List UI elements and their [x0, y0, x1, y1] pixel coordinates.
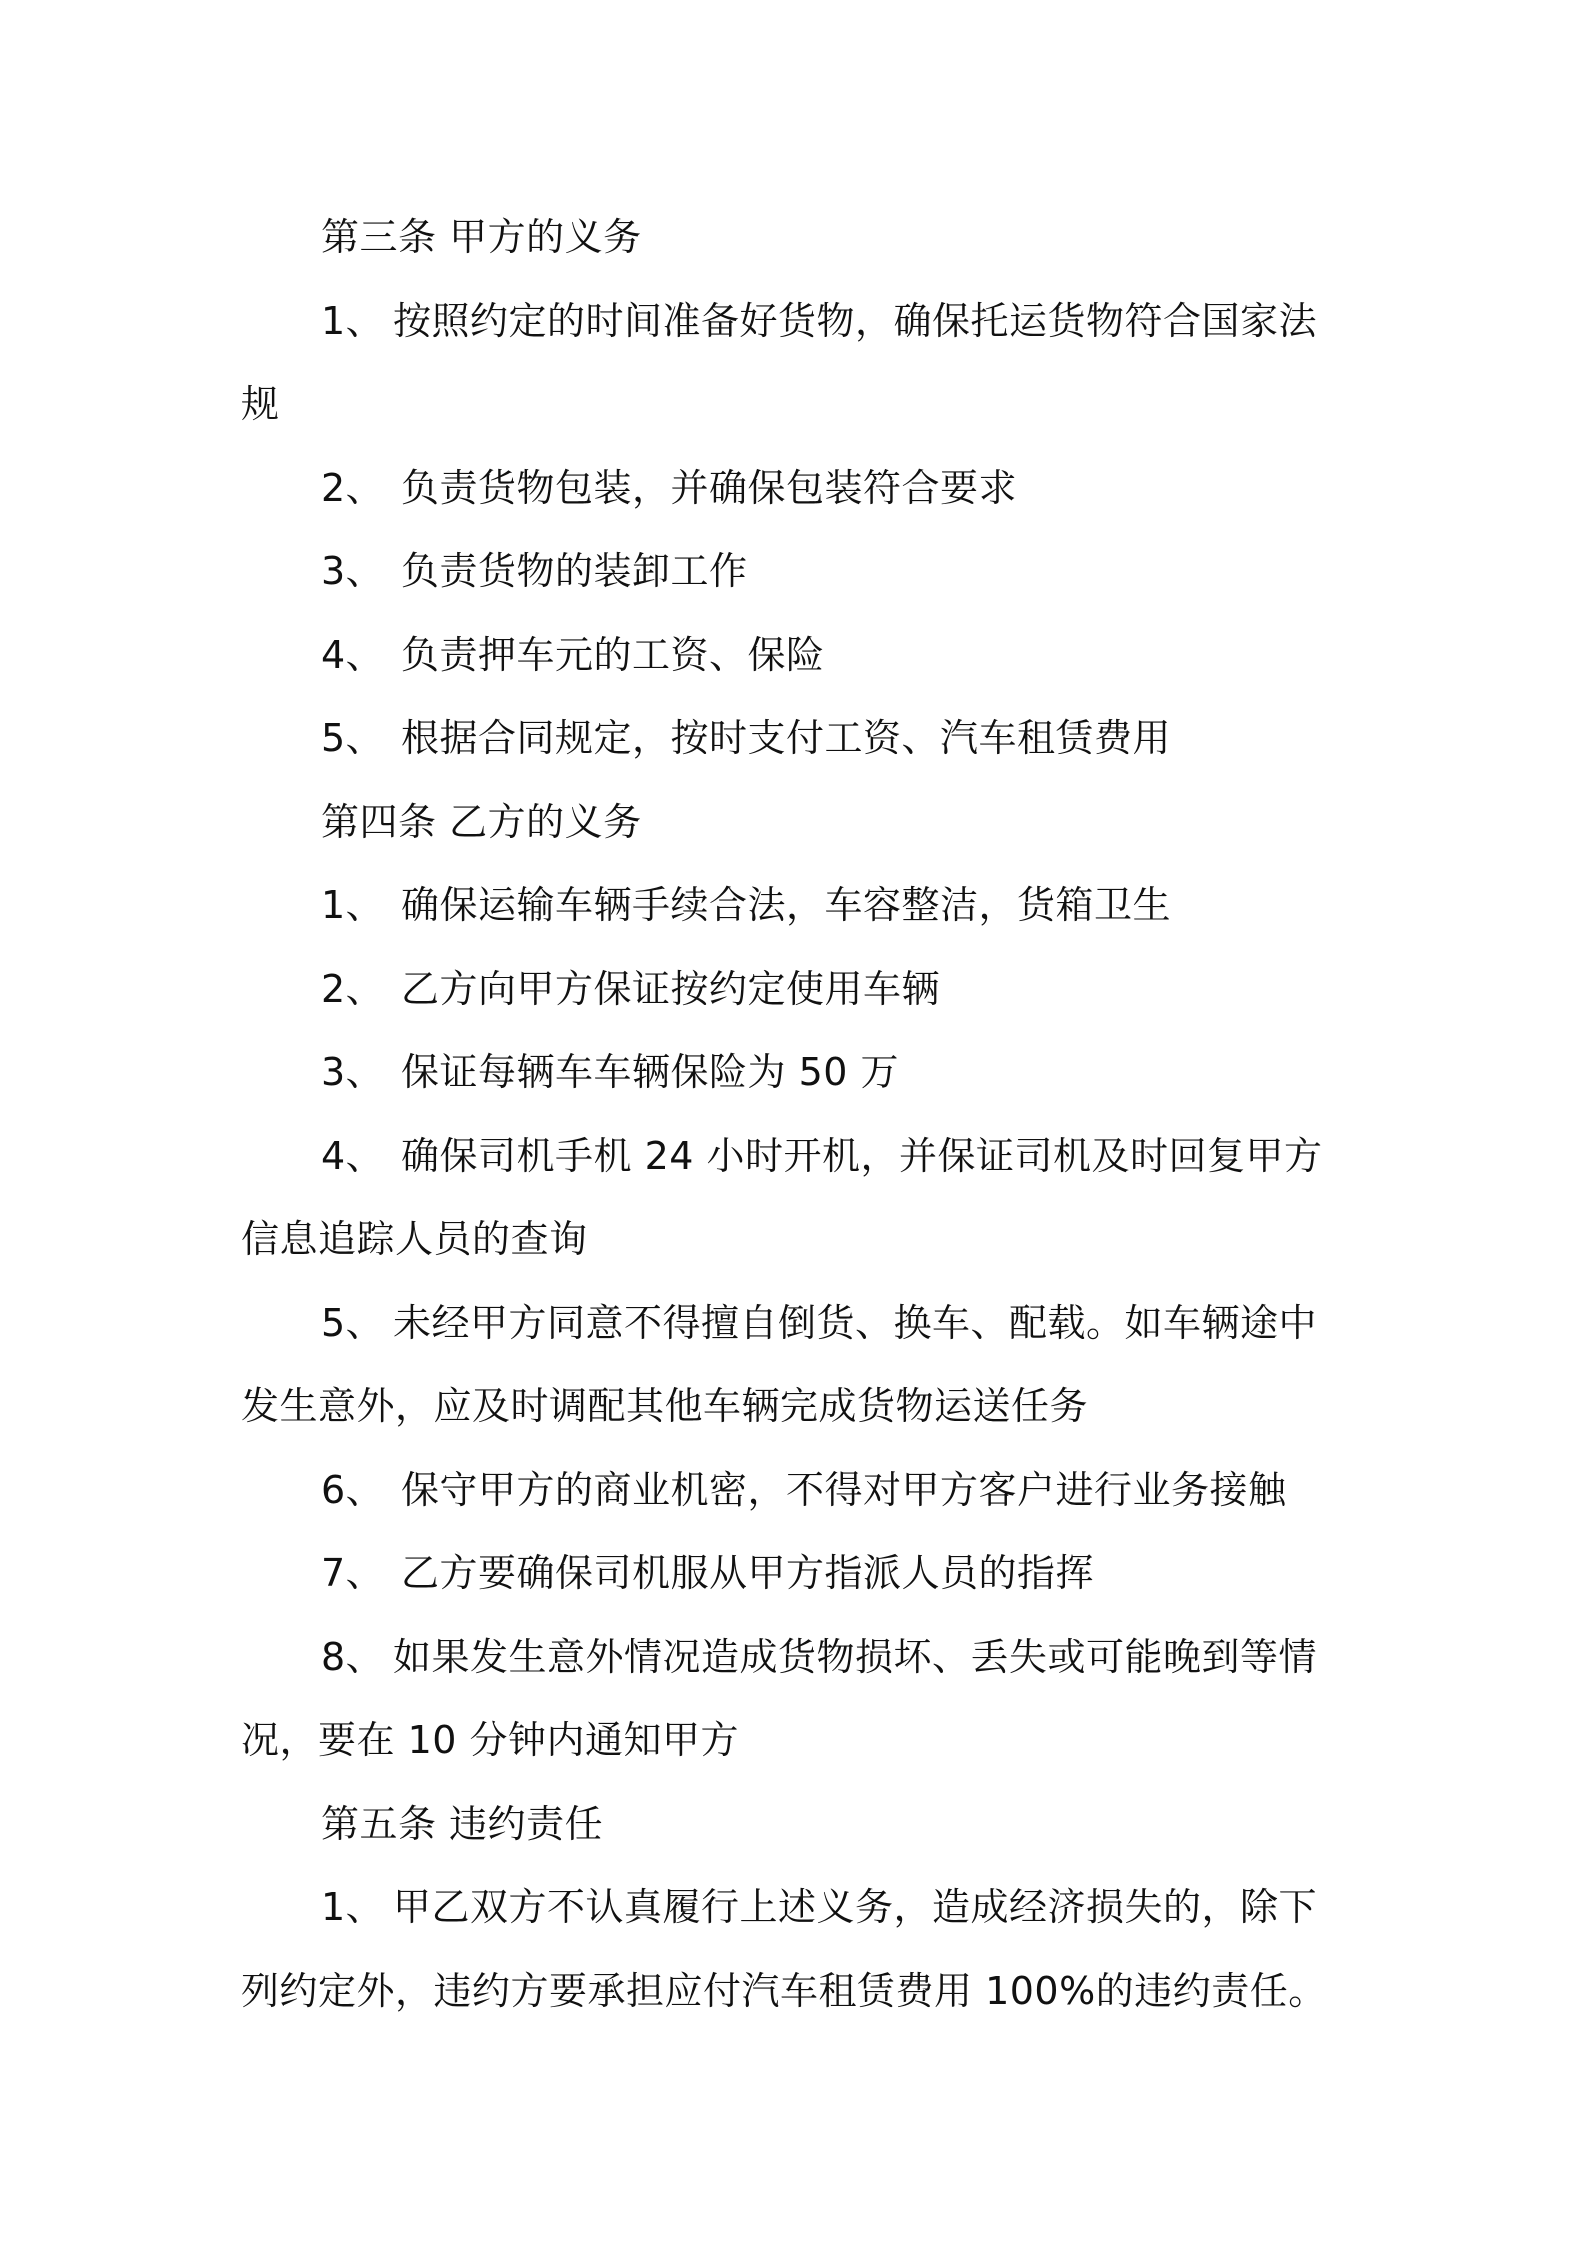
item-number: 6、	[321, 1467, 385, 1512]
article-3-item-3	[241, 530, 1371, 614]
article-4-item-4-continuation: 信息追踪人员的查询	[241, 1217, 588, 1261]
item-text: 乙方向甲方保证按约定使用车辆	[401, 966, 941, 1011]
item-number: 5、	[321, 1300, 385, 1345]
item-text: 确保司机手机 24 小时开机，并保证司机及时回复甲方	[401, 1133, 1323, 1178]
item-number: 5、	[321, 716, 385, 760]
article-3-item-5	[241, 697, 1371, 781]
document-body	[241, 196, 1371, 2033]
item-text: 负责货物包装，并确保包装符合要求	[401, 465, 1018, 510]
item-text: 乙方要确保司机服从甲方指派人员的指挥	[401, 1551, 1095, 1595]
article-3-item-4	[241, 614, 1371, 698]
item-number: 8、	[321, 1634, 385, 1679]
item-number: 7、	[321, 1551, 385, 1595]
item-number: 3、	[321, 549, 385, 593]
article-3-item-1	[241, 280, 1371, 364]
article-5-item-1-continuation: 列约定外，违约方要承担应付汽车租赁费用 100%的违约责任。	[241, 1968, 1327, 2013]
article-4-item-3	[241, 1031, 1371, 1115]
article-4-item-8	[241, 1616, 1371, 1700]
item-number: 2、	[321, 966, 385, 1011]
article-5-item-1	[241, 1866, 1371, 1950]
item-text: 根据合同规定，按时支付工资、汽车租赁费用	[401, 716, 1172, 760]
item-text: 按照约定的时间准备好货物，确保托运货物符合国家法	[393, 298, 1318, 343]
article-4-item-6	[241, 1449, 1371, 1533]
article-4-item-1	[241, 864, 1371, 948]
article-3-item-2	[241, 447, 1371, 531]
item-text: 确保运输车辆手续合法，车容整洁，货箱卫生	[401, 883, 1172, 927]
item-text: 保证每辆车车辆保险为 50 万	[401, 1050, 900, 1094]
item-number: 3、	[321, 1050, 385, 1094]
item-text: 负责押车元的工资、保险	[401, 632, 825, 677]
item-text: 保守甲方的商业机密，不得对甲方客户进行业务接触	[401, 1467, 1287, 1512]
article-5-heading: 第五条 违约责任	[321, 1801, 604, 1846]
article-3-heading: 第三条 甲方的义务	[321, 215, 642, 259]
item-number: 1、	[321, 883, 385, 927]
article-3-item-1-continuation: 规	[241, 382, 280, 426]
item-number: 4、	[321, 632, 385, 677]
article-4-item-4	[241, 1115, 1371, 1199]
item-text: 甲乙双方不认真履行上述义务，造成经济损失的，除下	[393, 1885, 1318, 1929]
item-number: 4、	[321, 1133, 385, 1178]
item-number: 1、	[321, 298, 385, 343]
article-4-item-5-continuation: 发生意外，应及时调配其他车辆完成货物运送任务	[241, 1384, 1089, 1428]
item-number: 2、	[321, 465, 385, 510]
item-text: 未经甲方同意不得擅自倒货、换车、配载。如车辆途中	[393, 1300, 1318, 1345]
item-number: 1、	[321, 1885, 385, 1929]
article-4-item-7	[241, 1532, 1371, 1616]
item-text: 负责货物的装卸工作	[401, 549, 748, 593]
article-4-item-5	[241, 1282, 1371, 1366]
item-text: 如果发生意外情况造成货物损坏、丢失或可能晚到等情	[393, 1634, 1318, 1679]
article-4-item-2	[241, 948, 1371, 1032]
article-4-heading: 第四条 乙方的义务	[321, 799, 642, 844]
article-4-item-8-continuation: 况，要在 10 分钟内通知甲方	[241, 1718, 740, 1762]
